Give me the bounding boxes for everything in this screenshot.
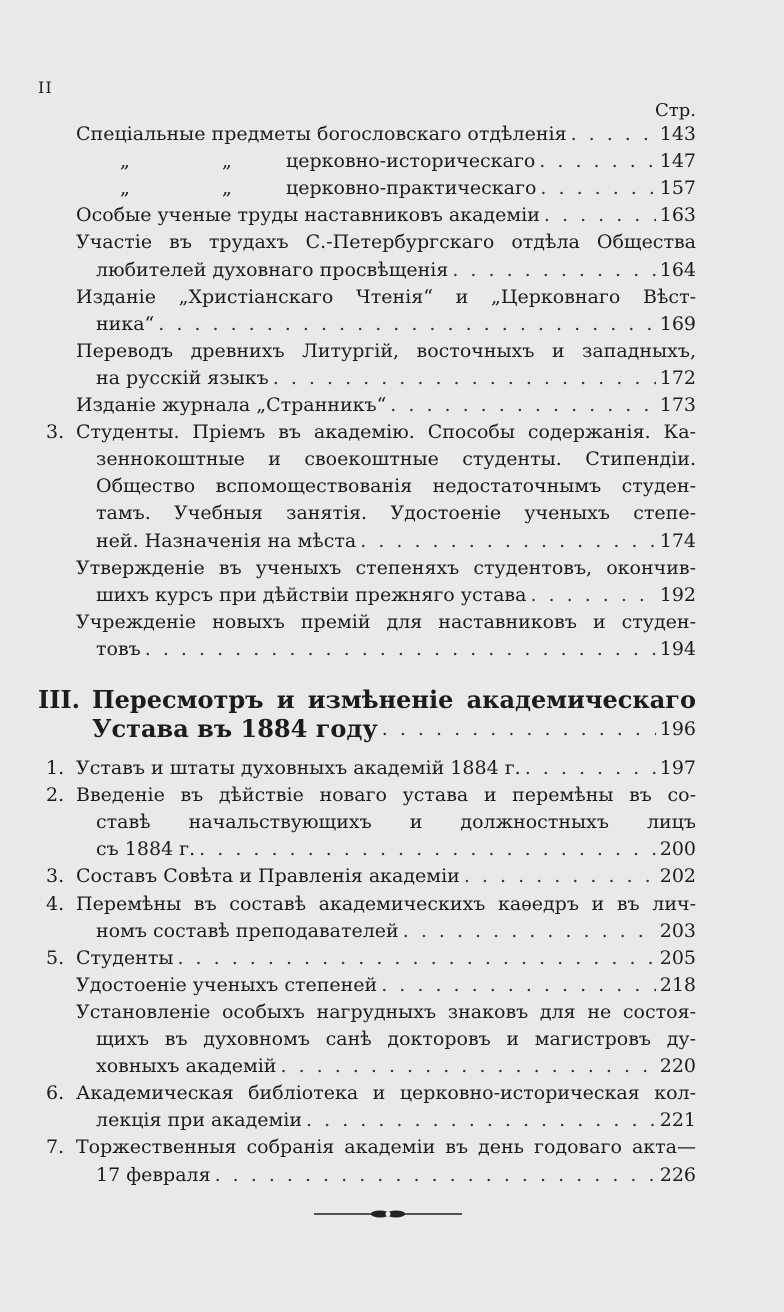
toc-entry-number: 4. bbox=[46, 892, 65, 915]
toc-entry-text: зеннокоштные и своекоштные студенты. Стипендіи. bbox=[96, 448, 696, 471]
section-title: Пересмотръ и измѣненіе академическаго bbox=[92, 685, 696, 714]
toc-line bbox=[76, 338, 696, 365]
toc-page-number[interactable]: 194 bbox=[659, 637, 696, 660]
toc-line bbox=[76, 945, 696, 972]
toc-page-number[interactable]: 226 bbox=[659, 1163, 696, 1186]
toc-entry-text: церковно-практическаго bbox=[286, 177, 537, 200]
dot-leader bbox=[403, 918, 656, 945]
toc-entry-text: любителей духовнаго просвѣщенія bbox=[96, 258, 449, 281]
toc-line bbox=[96, 582, 696, 609]
toc-line bbox=[76, 229, 696, 256]
dot-leader bbox=[539, 148, 655, 175]
toc-page-number[interactable]: 197 bbox=[659, 757, 696, 779]
toc-entry-text: шихъ курсъ при дѣйствіи прежняго устава bbox=[96, 583, 527, 606]
toc-line bbox=[76, 284, 696, 311]
toc-line bbox=[96, 1162, 696, 1189]
dot-leader bbox=[530, 582, 655, 609]
dot-leader bbox=[464, 863, 656, 890]
dot-leader bbox=[452, 257, 655, 284]
toc-entry-text: Удостоеніе ученыхъ степеней bbox=[76, 973, 378, 996]
ditto-mark: „ bbox=[222, 150, 232, 173]
dot-leader bbox=[544, 202, 656, 229]
toc-line bbox=[76, 419, 696, 446]
page-number: II bbox=[38, 78, 53, 97]
toc-entry-text: Участіе въ трудахъ С.-Петербургскаго отдѣла Общества bbox=[76, 231, 696, 254]
toc-entry-text: Спеціальные предметы богословскаго отдѣленія bbox=[76, 123, 567, 145]
ditto-mark: „ bbox=[120, 150, 130, 173]
toc-entry-text: съ 1884 г. bbox=[96, 838, 196, 861]
toc-entry-number: 2. bbox=[46, 784, 65, 807]
toc-entry-number: 5. bbox=[46, 946, 65, 969]
toc-entry-text: товъ bbox=[96, 637, 141, 660]
toc-line bbox=[96, 1107, 696, 1134]
toc-page-number[interactable]: 202 bbox=[659, 865, 696, 888]
toc-line bbox=[76, 891, 696, 918]
toc-page-number[interactable]: 205 bbox=[659, 946, 696, 969]
dot-leader bbox=[280, 1053, 655, 1080]
toc-entry-text: ставѣ начальствующихъ и должностныхъ лицъ bbox=[96, 811, 696, 834]
toc-line bbox=[76, 202, 696, 229]
toc-page-number[interactable]: 220 bbox=[659, 1055, 696, 1078]
toc-entry-text: Уставъ и штаты духовныхъ академій 1884 г. bbox=[76, 757, 521, 779]
dot-leader bbox=[540, 175, 655, 202]
toc-line bbox=[96, 836, 696, 863]
toc-entry-text: церковно-историческаго bbox=[286, 150, 536, 173]
section-title: Устава въ 1884 году bbox=[92, 714, 378, 743]
toc-entry-text: Студенты. Пріемъ въ академію. Способы содержанія. Ка- bbox=[76, 421, 696, 444]
toc-line bbox=[96, 1053, 696, 1080]
toc-line bbox=[76, 863, 696, 890]
toc-entry-number: 6. bbox=[46, 1082, 65, 1105]
toc-entry-text: Переводъ древнихъ Литургій, восточныхъ и западныхъ, bbox=[76, 339, 696, 362]
toc-entry-text: Изданіе журнала „Странникъ“ bbox=[76, 394, 387, 416]
toc-entry-number: 1. bbox=[46, 757, 65, 779]
toc-entry-text: ховныхъ академій bbox=[96, 1055, 277, 1078]
toc-entry-text: Утвержденіе въ ученыхъ степеняхъ студентовъ, окончив- bbox=[76, 556, 696, 579]
dot-leader bbox=[199, 836, 656, 863]
toc-line bbox=[286, 175, 696, 202]
toc-entry-text: Установленіе особыхъ нагрудныхъ знаковъ для не состоя- bbox=[76, 1000, 696, 1023]
dot-leader bbox=[382, 712, 656, 746]
toc-entry-text: Академическая библіотека и церковно-историческая кол- bbox=[76, 1082, 696, 1105]
dot-leader bbox=[145, 636, 656, 663]
toc-line bbox=[96, 500, 696, 527]
toc-line bbox=[76, 609, 696, 636]
toc-line bbox=[96, 257, 696, 284]
ditto-mark: „ bbox=[120, 177, 130, 200]
toc-page-number[interactable]: 147 bbox=[659, 150, 696, 173]
toc-page-number[interactable]: 192 bbox=[659, 583, 696, 606]
page-column-label: Стр. bbox=[655, 100, 696, 121]
toc-line bbox=[76, 755, 696, 782]
toc-line bbox=[96, 636, 696, 663]
toc-entry-text: Составъ Совѣта и Правленія академіи bbox=[76, 865, 460, 888]
toc-entry-text: ника“ bbox=[96, 312, 155, 335]
toc-page-number[interactable]: 203 bbox=[659, 919, 696, 942]
toc-line bbox=[96, 473, 696, 500]
toc-line bbox=[76, 1080, 696, 1107]
toc-line bbox=[76, 555, 696, 582]
toc-entry-text: Изданіе „Христіанскаго Чтенія“ и „Церковнаго Вѣст- bbox=[76, 285, 696, 308]
ornament-divider-icon bbox=[310, 1208, 466, 1220]
toc-entry-text: 17 февраля bbox=[96, 1163, 211, 1186]
toc-entry-number: 7. bbox=[46, 1136, 65, 1159]
toc-entry-number: 3. bbox=[46, 865, 65, 888]
toc-entry-text: Торжественныя собранія академіи въ день годоваго акта— bbox=[76, 1136, 696, 1159]
toc-entry-text: Общество вспомоществованія недостаточнымъ студен- bbox=[96, 475, 696, 498]
toc-page-number[interactable]: 169 bbox=[659, 312, 696, 335]
toc-entry-text: ней. Назначенія на мѣста bbox=[96, 529, 357, 552]
toc-page-number[interactable]: 157 bbox=[659, 177, 696, 200]
dot-leader bbox=[390, 392, 655, 419]
toc-entry-text: лекція при академіи bbox=[96, 1109, 303, 1132]
toc-page-number[interactable]: 200 bbox=[659, 838, 696, 861]
toc-entry-text: тамъ. Учебныя занятія. Удостоеніе ученыхъ степе- bbox=[96, 502, 696, 525]
toc-line bbox=[96, 918, 696, 945]
dot-leader bbox=[571, 121, 656, 148]
toc-entry-text: на русскій языкъ bbox=[96, 366, 269, 389]
toc-entry-text: Перемѣны въ составѣ академическихъ каѳедръ и въ лич- bbox=[76, 892, 696, 915]
toc-line bbox=[76, 972, 696, 999]
toc-page-number[interactable]: 172 bbox=[659, 366, 696, 389]
toc-entry-number: 3. bbox=[46, 421, 65, 444]
toc-entry-text: Студенты bbox=[76, 946, 174, 969]
toc-line bbox=[76, 999, 696, 1026]
toc-page-number[interactable]: 173 bbox=[659, 394, 696, 416]
ditto-mark: „ bbox=[222, 177, 232, 200]
toc-page-number[interactable]: 164 bbox=[659, 258, 696, 281]
toc-entry-text: Введеніе въ дѣйствіе новаго устава и перемѣны въ со- bbox=[76, 784, 696, 807]
toc-line bbox=[96, 446, 696, 473]
toc-entry-text: щихъ въ духовномъ санѣ докторовъ и магистровъ ду- bbox=[96, 1028, 696, 1050]
toc-line bbox=[96, 809, 696, 836]
toc-page-number[interactable]: 196 bbox=[659, 718, 696, 740]
section-number: III. bbox=[38, 685, 81, 714]
toc-page-number[interactable]: 143 bbox=[659, 123, 696, 145]
dot-leader bbox=[360, 528, 656, 555]
dot-leader bbox=[215, 1162, 656, 1189]
toc-page-number[interactable]: 218 bbox=[659, 973, 696, 996]
toc-line bbox=[76, 121, 696, 148]
section-title-line bbox=[92, 712, 696, 746]
toc-page-number[interactable]: 221 bbox=[659, 1109, 696, 1132]
dot-leader bbox=[158, 311, 655, 338]
dot-leader bbox=[306, 1107, 656, 1134]
toc-line bbox=[96, 1026, 696, 1053]
toc-line bbox=[76, 782, 696, 809]
toc-line bbox=[76, 1134, 696, 1161]
toc-page-number[interactable]: 174 bbox=[659, 529, 696, 552]
dot-leader bbox=[525, 755, 656, 782]
toc-line bbox=[96, 311, 696, 338]
dot-leader bbox=[381, 972, 656, 999]
toc-line bbox=[96, 528, 696, 555]
toc-entry-text: Особые ученые труды наставниковъ академіи bbox=[76, 204, 540, 227]
toc-line bbox=[286, 148, 696, 175]
dot-leader bbox=[177, 945, 655, 972]
toc-line bbox=[96, 365, 696, 392]
toc-entry-text: Учрежденіе новыхъ премій для наставниковъ и студен- bbox=[76, 610, 696, 633]
toc-page-number[interactable]: 163 bbox=[659, 204, 696, 227]
toc-line bbox=[76, 392, 696, 419]
dot-leader bbox=[273, 365, 656, 392]
toc-entry-text: номъ составѣ преподавателей bbox=[96, 919, 399, 942]
